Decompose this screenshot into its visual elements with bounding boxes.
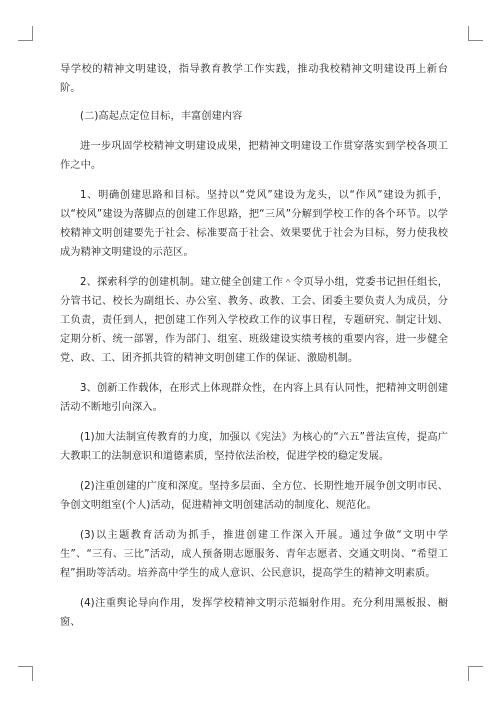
paragraph-item-1: 1、明确创建思路和目标。坚持以“党风”建设为龙头，以“作风”建设为抓手，以“校风”建设为落脚点的创建工作思路，把“三风”分解到学校工作的各个环节。以学校精神文明创建要先于社会、标准要高于社会、效果要优于社会为目标，努力使我校成为精神文明建设的示范区。 xyxy=(60,190,448,258)
paragraph-subitem-3: (3)以主题教育活动为抓手，推进创建工作深入开展。通过争做“文明中学生”、“三有、三比”活动，成人预备期志愿服务、青年志愿者、交通文明岗、“希望工程”捐助等活动。培养高中学生的成人意识、公民意识，提高学生的精神文明素质。 xyxy=(60,530,448,579)
crop-mark-top-right xyxy=(468,26,483,41)
paragraph-subitem-1: (1)加大法制宣传教育的力度，加强以《宪法》为核心的“六五”普法宣传，提高广大教职工的法制意识和道德素质，坚持依法治校，促进学校的稳定发展。 xyxy=(60,432,448,462)
paragraph-subitem-2: (2)注重创建的广度和深度。坚持多层面、全方位、长期性地开展争创文明市民、争创文明组室(个人)活动，促进精神文明创建活动的制度化、规范化。 xyxy=(60,481,448,511)
paragraph-continuation: 导学校的精神文明建设，指导教育教学工作实践，推动我校精神文明建设再上新台阶。 xyxy=(60,64,448,94)
paragraph-intro: 进一步巩固学校精神文明建设成果，把精神文明建设工作贯穿落实到学校各项工作之中。 xyxy=(60,141,448,171)
crop-mark-top-left xyxy=(18,26,33,41)
crop-mark-bottom-left xyxy=(18,666,33,681)
paragraph-item-2: 2、探索科学的创建机制。建立健全创建工作＾令页导小组，党委书记担任组长，分管书记、校长为副组长、办公室、教务、政教、工会、团委主要负责人为成员，分工负责，责任到人，把创建工作列入学校政工作的议事日程，专题研究、制定计划、定期分析、统一部署，作为部门、组室、班级建设实绩考核的重要内容，进一步健全党、政、工、团齐抓共管的精神文明创建工作的保证、激励机制。 xyxy=(60,277,448,364)
paragraph-item-3: 3、创新工作载体，在形式上体现群众性，在内容上具有认同性，把精神文明创建活动不断地引向深入。 xyxy=(60,383,448,413)
section-heading: (二)高起点定位目标，丰富创建内容 xyxy=(80,111,243,122)
crop-mark-bottom-right xyxy=(468,666,483,681)
paragraph-subitem-4: (4)注重舆论导向作用，发挥学校精神文明示范辐射作用。充分利用黑板报、橱窗、 xyxy=(60,598,448,628)
document-body xyxy=(60,60,448,643)
